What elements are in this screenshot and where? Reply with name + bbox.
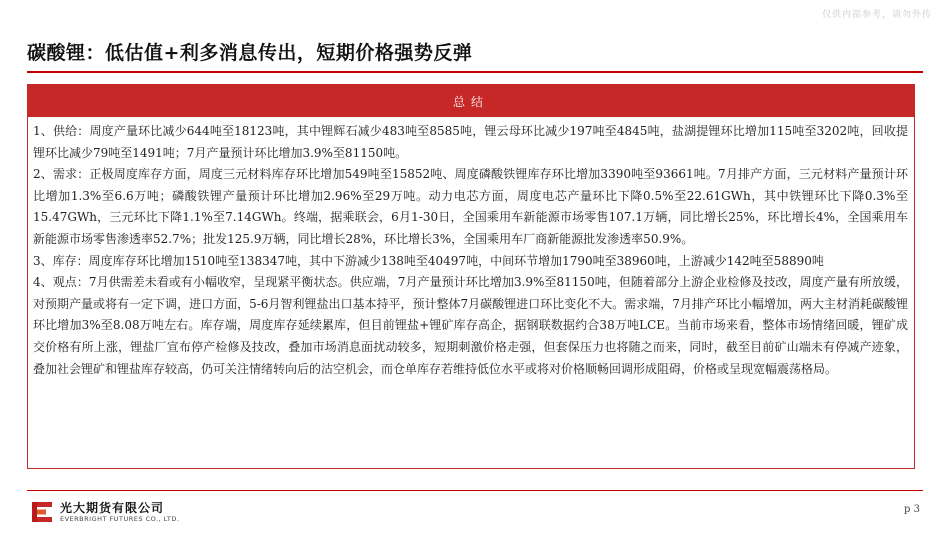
- company-logo: [30, 500, 179, 524]
- page-number: p 3: [904, 504, 920, 515]
- summary-paragraph-supply: 1、供给：周度产量环比减少644吨至18123吨，其中锂辉石减少483吨至8585吨，锂云母环比减少197吨至4845吨，盐湖提锂环比增加115吨至3202吨，回收提锂环比减少79吨至1491吨；7月产量预计环比增加3.9%至81150吨。: [33, 124, 908, 160]
- summary-paragraph-view: 4、观点：7月供需差未看或有小幅收窄，呈现紧平衡状态。供应端，7月产量预计环比增加3.9%至81150吨，但随着部分上游企业检修及技改，周度产量有所放缓，对预期产量或将有一定下调，进口方面，5-6月智利锂盐出口基本持平，预计整体7月碳酸锂进口环比变化不大。需求端，7月排产环比小幅增加，两大主材消耗碳酸锂环比增加3%至8.08万吨左右。库存端，周度库存延续累库，但目前锂盐+锂矿库存高企，据钢联数据约合38万吨LCE。当前市场来看，整体市场情绪回暖，锂矿成交价格有所上涨，锂盐厂宣布停产检修及技改，叠加市场消息面扰动较多，短期刺激价格走强，但套保压力也将随之而来，同时，截至目前矿山端未有停减产迹象，叠加社会锂矿和锂盐库存较高，仍可关注情绪转向后的沽空机会，而仓单库存若维持低位水平或将对价格顺畅回调形成阻碍，价格或呈现宽幅震荡格局。: [33, 275, 908, 376]
- page-title: 碳酸锂：低估值+利多消息传出，短期价格强势反弹: [27, 42, 473, 64]
- summary-header-label: 总结: [452, 94, 489, 109]
- summary-body: [28, 117, 914, 380]
- footer-divider: [27, 490, 923, 491]
- summary-paragraph-demand: 2、需求：正极周度库存方面，周度三元材料库存环比增加549吨至15852吨、周度磷酸铁锂库存环比增加3390吨至93661吨。7月排产方面，三元材料产量预计环比增加1.3%至6.6万吨；磷酸铁锂产量预计环比增加2.96%至29万吨。动力电芯方面，周度电芯产量环比下降0.5%至22.61GWh，其中铁锂环比下降0.3%至15.47GWh，三元环比下降1.1%至7.14GWh。终端，据乘联会，6月1-30日，全国乘用车新能源市场零售107.1万辆，同比增长25%，环比增长4%，全国乘用车新能源市场零售渗透率52.7%；批发125.9万辆，同比增长28%，环比增长3%，全国乘用车厂商新能源批发渗透率50.9%。: [33, 167, 908, 246]
- watermark: 仅供内部参考，请勿外传: [821, 10, 932, 20]
- company-name-en: EVERBRIGHT FUTURES CO., LTD.: [60, 514, 180, 523]
- title-divider: [27, 71, 923, 73]
- everbright-logo-icon: [30, 500, 54, 524]
- summary-box: [27, 84, 915, 469]
- summary-paragraph-inventory: 3、库存：周度库存环比增加1510吨至138347吨，其中下游减少138吨至40497吨，中间环节增加1790吨至38960吨，上游减少142吨至58890吨: [33, 253, 824, 268]
- summary-header: [28, 85, 914, 117]
- company-name-cn: 光大期货有限公司: [60, 500, 165, 515]
